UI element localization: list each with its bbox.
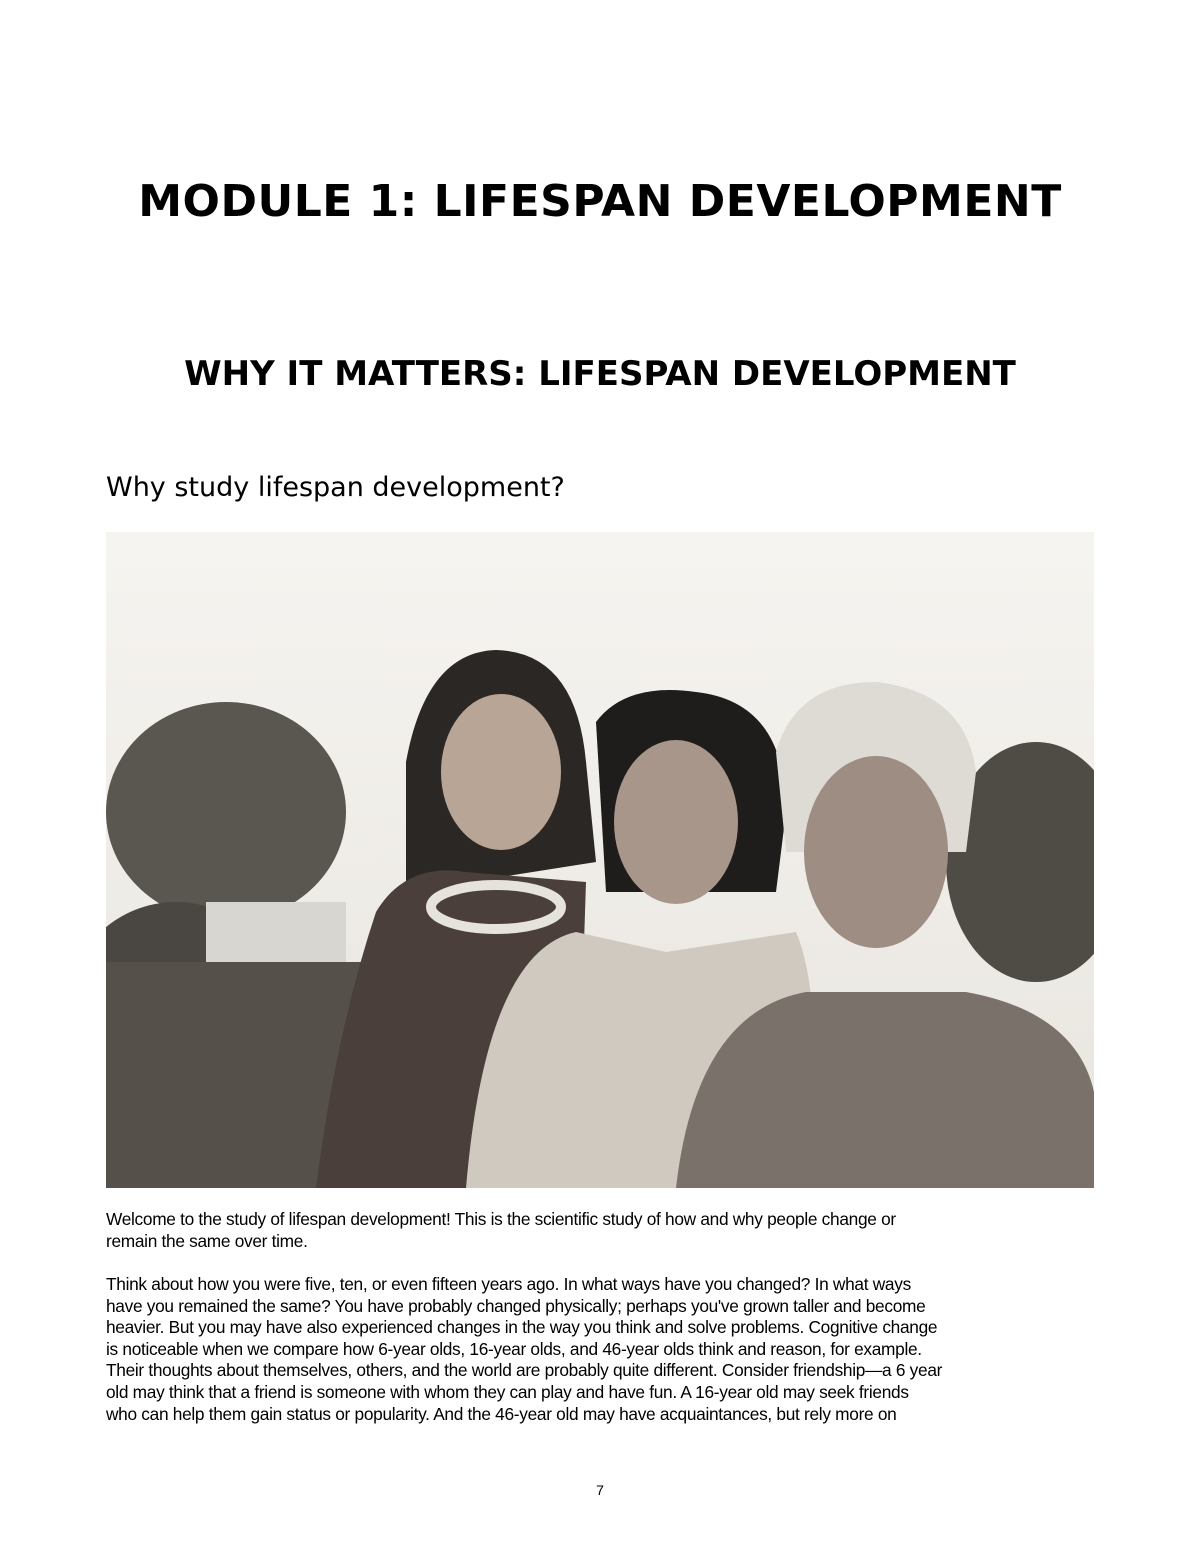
text-line: Think about how you were five, ten, or even fifteen years ago. In what ways have you changed? In what ways: [106, 1274, 911, 1294]
text-line: heavier. But you may have also experienced changes in the way you think and solve problems. Cognitive change: [106, 1317, 938, 1338]
page-number: 7: [596, 1482, 604, 1498]
paragraph-think-about: [106, 1274, 942, 1425]
module-title: MODULE 1: LIFESPAN DEVELOPMENT: [138, 176, 1062, 227]
text-line: have you remained the same? You have probably changed physically; perhaps you've grown taller and become: [106, 1295, 926, 1316]
text-line: who can help them gain status or popularity. And the 46-year old may have acquaintances, but rely more on: [106, 1403, 897, 1424]
photo-three-generations-of-women: [106, 532, 1094, 1188]
text-line: Their thoughts about themselves, others, and the world are probably quite different. Consider friendship—a 6 year: [106, 1360, 943, 1381]
text-line: Welcome to the study of lifespan development! This is the scientific study of how and why people change or: [106, 1209, 896, 1229]
section-title: WHY IT MATTERS: LIFESPAN DEVELOPMENT: [184, 354, 1016, 394]
text-line: is noticeable when we compare how 6-year olds, 16-year olds, and 46-year olds think and reason, for example.: [106, 1338, 922, 1359]
subtitle: Why study lifespan development?: [106, 472, 565, 503]
paragraph-intro: [106, 1209, 896, 1252]
text-line: old may think that a friend is someone with whom they can play and have fun. A 16-year old may seek friends: [106, 1381, 909, 1402]
text-line: remain the same over time.: [106, 1230, 308, 1251]
